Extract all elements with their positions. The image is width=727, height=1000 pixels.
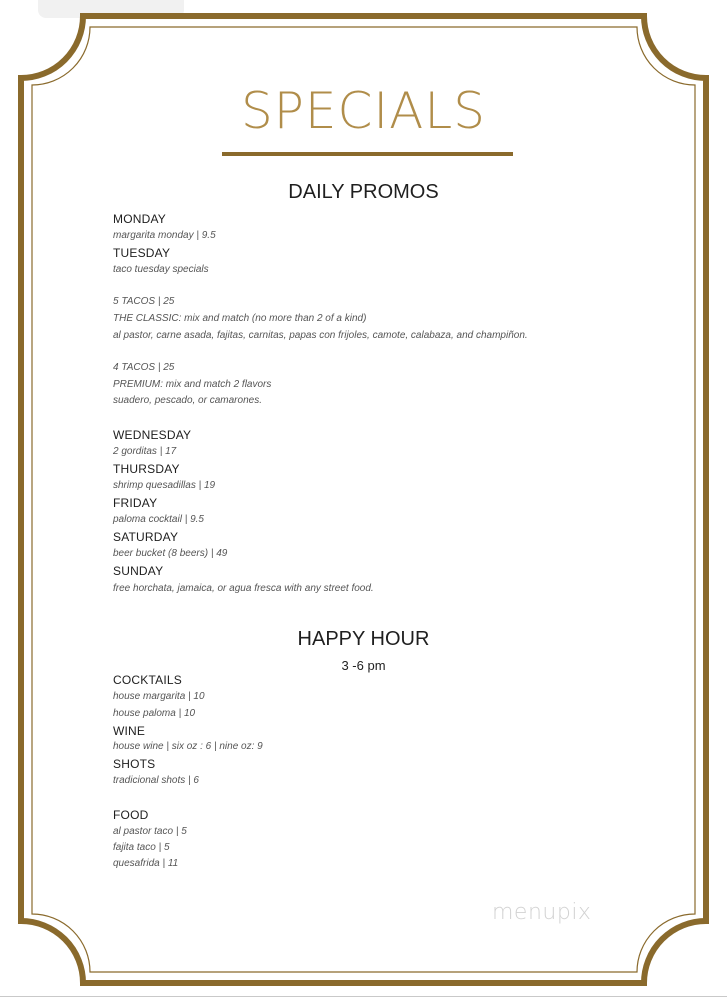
food-label: FOOD [113,808,149,822]
tuesday-label: TUESDAY [113,246,171,260]
tuesday-item: taco tuesday specials [113,264,209,275]
friday-item: paloma cocktail | 9.5 [113,514,204,525]
sunday-item: free horchata, jamaica, or agua fresca with any street food. [113,583,374,594]
saturday-label: SATURDAY [113,530,179,544]
bottom-divider [0,996,727,997]
sunday-label: SUNDAY [113,564,164,578]
wednesday-item: 2 gorditas | 17 [113,446,177,457]
classic-price: 5 TACOS | 25 [113,296,175,307]
food-item: al pastor taco | 5 [113,826,187,837]
premium-description: PREMIUM: mix and match 2 flavors [113,379,272,390]
classic-description: THE CLASSIC: mix and match (no more than 2 of a kind) [113,313,367,324]
premium-flavors: suadero, pescado, or camarones. [113,395,262,406]
thursday-label: THURSDAY [113,462,180,476]
saturday-item: beer bucket (8 beers) | 49 [113,548,228,559]
cocktail-item: house margarita | 10 [113,691,205,702]
premium-price: 4 TACOS | 25 [113,362,175,373]
page-title: SPECIALS [241,82,486,140]
cocktail-item: house paloma | 10 [113,708,196,719]
food-item: quesafrida | 11 [113,858,179,869]
cocktails-label: COCKTAILS [113,673,182,687]
thursday-item: shrimp quesadillas | 19 [113,480,216,491]
wine-label: WINE [113,724,146,738]
title-underline [222,152,513,156]
wednesday-label: WEDNESDAY [113,428,192,442]
daily-promos-heading: DAILY PROMOS [288,181,439,203]
shots-label: SHOTS [113,757,156,771]
monday-item: margarita monday | 9.5 [113,230,216,241]
food-item: fajita taco | 5 [113,842,170,853]
happy-hour-time: 3 -6 pm [341,658,386,673]
shots-item: tradicional shots | 6 [113,775,199,786]
monday-label: MONDAY [113,212,166,226]
menupix-watermark: menupix [492,900,592,925]
friday-label: FRIDAY [113,496,158,510]
happy-hour-heading: HAPPY HOUR [297,628,430,650]
classic-flavors: al pastor, carne asada, fajitas, carnitas, papas con frijoles, camote, calabaza, and champiñon. [113,330,528,341]
wine-item: house wine | six oz : 6 | nine oz: 9 [113,741,263,752]
